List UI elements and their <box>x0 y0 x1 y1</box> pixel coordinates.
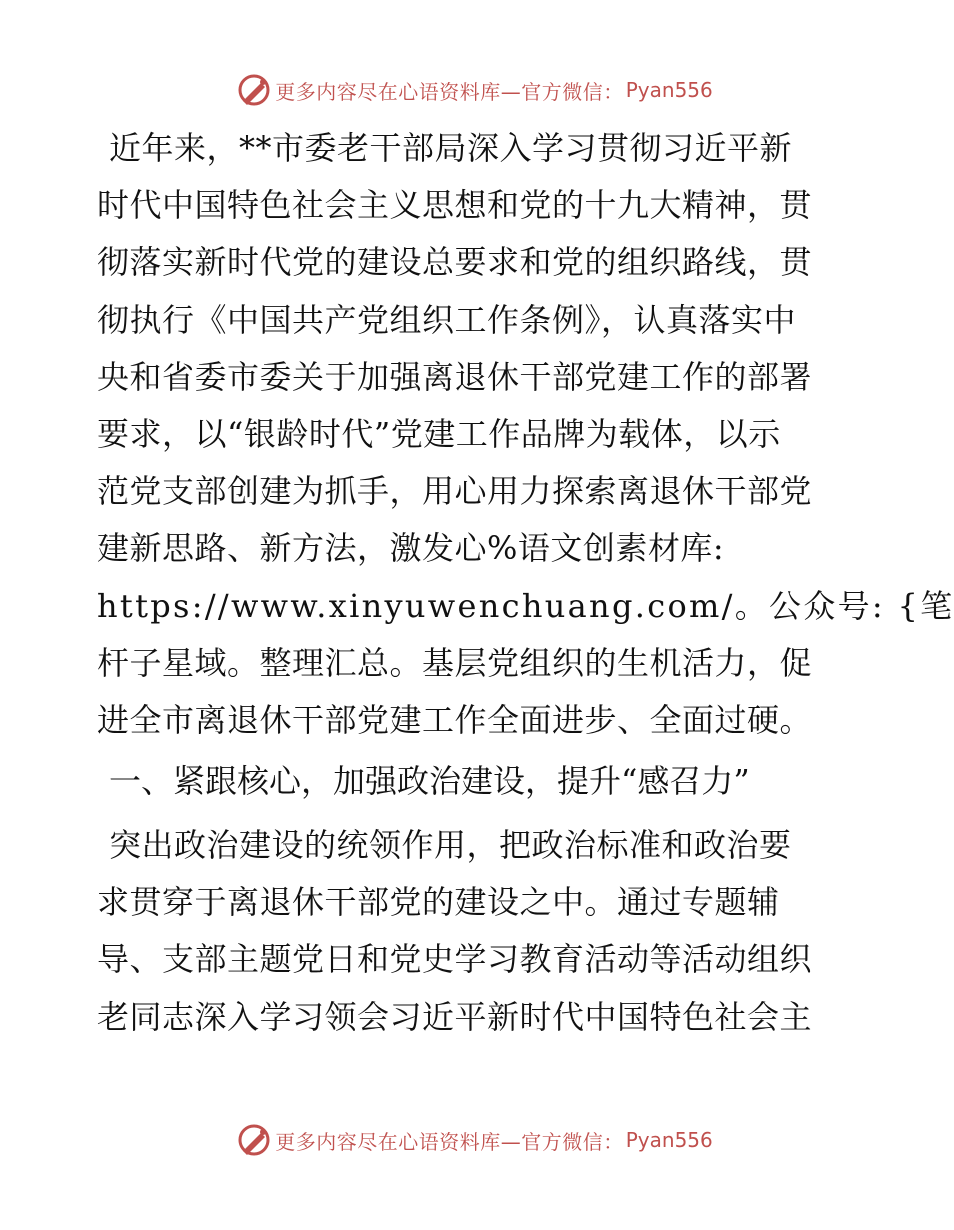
text-line: 彻落实新时代党的建设总要求和党的组织路线，贯 <box>97 243 813 282</box>
header-watermark <box>0 70 950 110</box>
text-line: 要求，以“银龄时代”党建工作品牌为载体，以示 <box>97 414 781 453</box>
text-line: 突出政治建设的统领作用，把政治标准和政治要 <box>109 826 792 865</box>
watermark-wechat-id: Pyan556 <box>625 1128 713 1152</box>
text-line: 彻执行《中国共产党组织工作条例》，认真落实中 <box>97 300 797 339</box>
paragraph-section-one <box>97 817 857 1046</box>
watermark-text: 更多内容尽在心语资料库—官方微信： <box>275 1129 624 1154</box>
section-heading: 一、紧跟核心，加强政治建设，提升“感召力” <box>109 762 750 801</box>
text-line: 导、支部主题党日和党史学习教育活动等活动组织 <box>97 940 813 979</box>
text-line: 近年来，**市委老干部局深入学习贯彻习近平新 <box>109 129 793 167</box>
text-line: 进全市离退休干部党建工作全面进步、全面过硬。 <box>97 700 813 739</box>
watermark-wechat-id: Pyan556 <box>625 78 713 102</box>
text-line: 时代中国特色社会主义思想和党的十九大精神，贯 <box>97 186 813 225</box>
text-line: 央和省委市委关于加强离退休干部党建工作的部署 <box>97 357 813 396</box>
paragraph-intro <box>97 120 954 749</box>
footer-watermark <box>0 1120 950 1160</box>
text-line-url: https://www.xinyuwenchuang.com/。公众号: {笔 <box>97 586 954 625</box>
document-body <box>97 120 954 1046</box>
text-line: 老同志深入学习领会习近平新时代中国特色社会主 <box>97 997 813 1036</box>
text-line: 建新思路、新方法，激发心%语文创素材库: <box>97 529 725 568</box>
text-line: 杆子星域。整理汇总。基层党组织的生机活力，促 <box>97 643 813 682</box>
text-line: 范党支部创建为抓手，用心用力探索离退休干部党 <box>97 472 813 511</box>
pen-logo-icon <box>237 1123 271 1157</box>
pen-logo-icon <box>237 73 271 107</box>
text-line: 求贯穿于离退休干部党的建设之中。通过专题辅 <box>97 883 780 922</box>
watermark-text: 更多内容尽在心语资料库—官方微信： <box>275 79 624 104</box>
